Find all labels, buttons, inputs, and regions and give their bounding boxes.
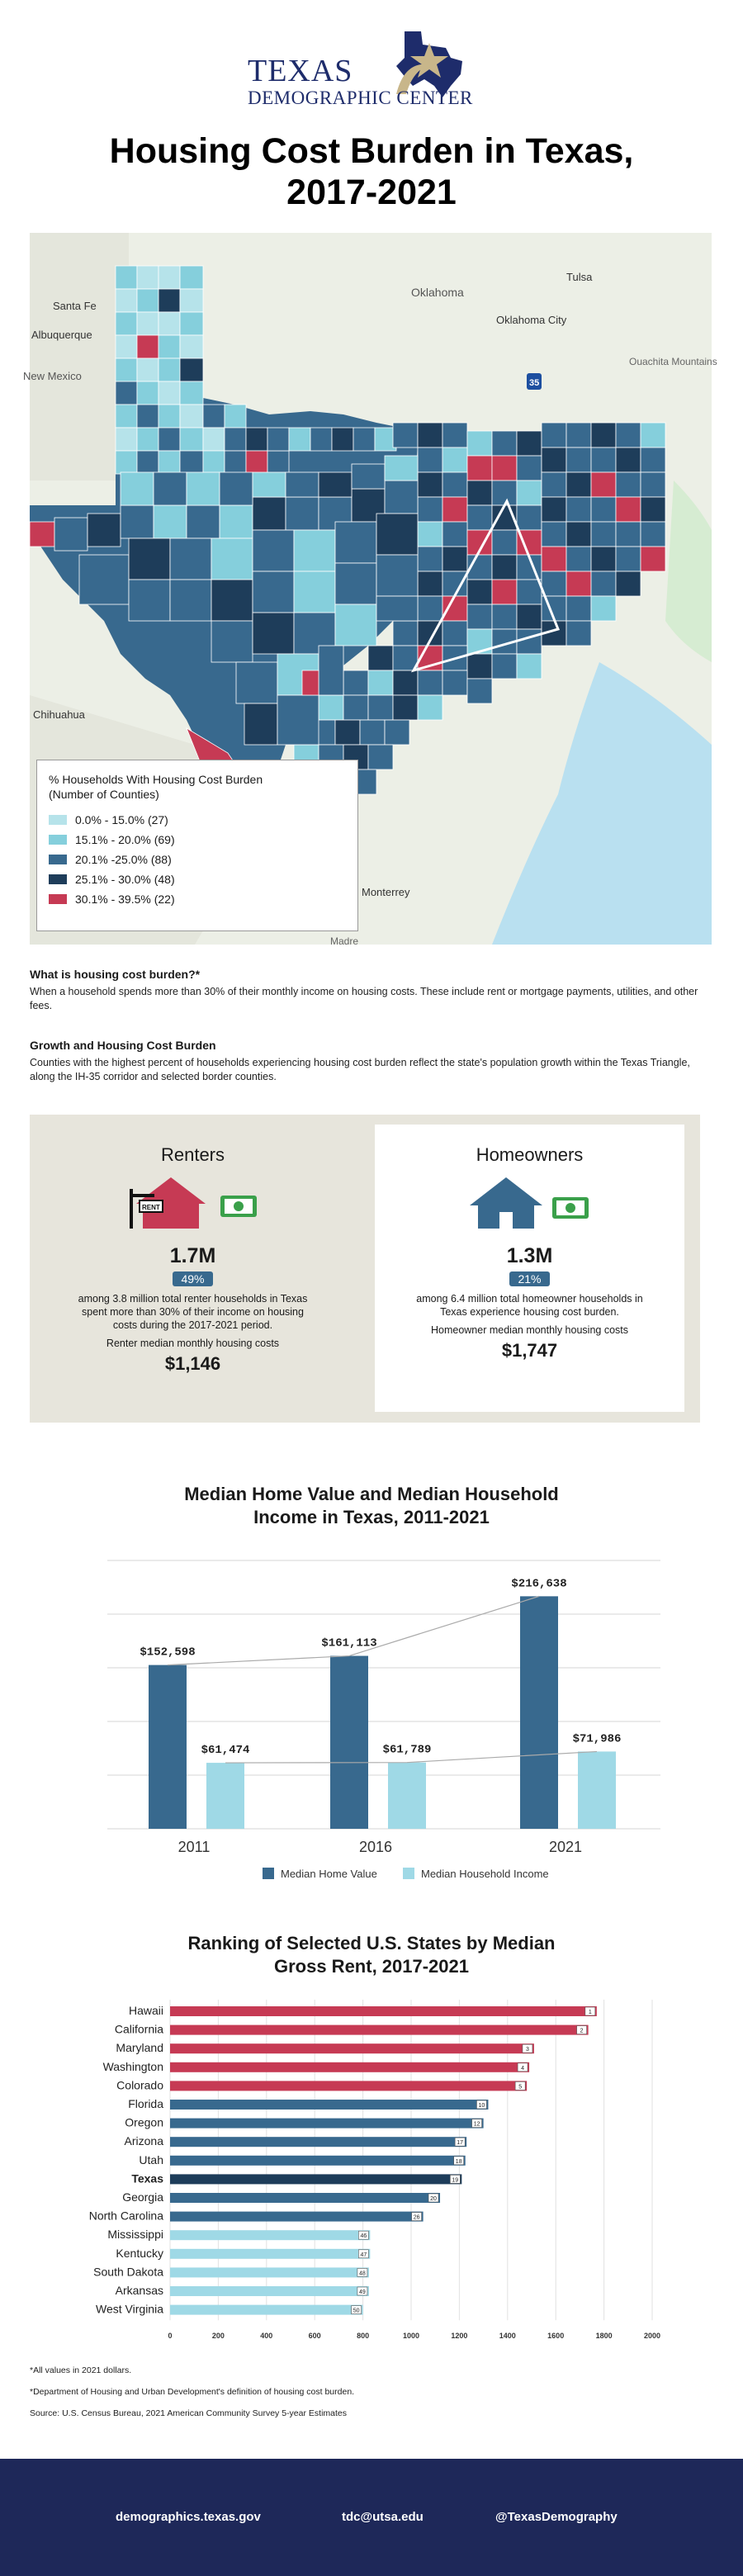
interstate-label: 35 bbox=[529, 378, 540, 388]
category-label: West Virginia bbox=[96, 2302, 163, 2316]
category-label: Hawaii bbox=[128, 2004, 163, 2017]
owners-count: 1.3M bbox=[506, 1244, 553, 1267]
map-legend bbox=[36, 760, 358, 931]
bar-rent bbox=[170, 2137, 466, 2147]
rank-label: 12 bbox=[473, 2121, 480, 2128]
category-label: Mississippi bbox=[107, 2228, 163, 2242]
rank-label: 17 bbox=[457, 2140, 464, 2147]
info-growth bbox=[30, 1039, 713, 1084]
title-line-1: Housing Cost Burden in Texas, bbox=[109, 131, 634, 171]
bar-rent bbox=[170, 2119, 484, 2129]
renters-pct: 49% bbox=[173, 1271, 212, 1286]
category-label: Maryland bbox=[116, 2041, 163, 2055]
note-source: Source: U.S. Census Bureau, 2021 American Community Survey 5-year Estimates bbox=[30, 2408, 347, 2418]
data-label: $71,986 bbox=[572, 1732, 622, 1746]
chart1-title bbox=[0, 1483, 743, 1529]
x-tick-label: 1600 bbox=[547, 2332, 565, 2341]
owners-median: $1,747 bbox=[501, 1340, 558, 1361]
legend-title-line-1: % Households With Housing Cost Burden bbox=[49, 773, 263, 786]
owners-desc: among 6.4 million total homeowner households in Texas experience housing cost burden. bbox=[416, 1293, 643, 1318]
renters-count: 1.7M bbox=[169, 1244, 216, 1267]
legend-label: 0.0% - 15.0% (27) bbox=[75, 813, 168, 826]
bar-income bbox=[388, 1763, 426, 1829]
legend-swatch bbox=[263, 1868, 274, 1879]
data-label: $216,638 bbox=[511, 1577, 567, 1591]
place-monterrey: Monterrey bbox=[362, 886, 410, 898]
renters-card bbox=[38, 1125, 348, 1412]
category-label: Texas bbox=[131, 2171, 163, 2185]
category-label: North Carolina bbox=[88, 2209, 163, 2223]
place-chihuahua: Chihuahua bbox=[33, 708, 85, 721]
renters-median-label: Renter median monthly housing costs bbox=[106, 1338, 280, 1349]
bar-home-value bbox=[149, 1665, 187, 1829]
owners-icon bbox=[460, 1174, 600, 1232]
info-text-2: Counties with the highest percent of households experiencing housing cost burden reflect the state's population growth within the Texas Triangle, along the IH-35 corridor and selected border counties. bbox=[30, 1057, 690, 1082]
title-line-2: 2017-2021 bbox=[286, 173, 457, 212]
bar-rent bbox=[170, 2081, 527, 2091]
x-tick-label: 0 bbox=[168, 2332, 173, 2341]
legend-item bbox=[49, 889, 346, 909]
bar-rent bbox=[170, 2193, 440, 2203]
chart2-title bbox=[0, 1932, 743, 1978]
legend-swatch bbox=[49, 894, 67, 904]
legend-item bbox=[49, 869, 346, 889]
category-label: Colorado bbox=[116, 2078, 163, 2092]
bar-rent bbox=[170, 2286, 369, 2296]
note-2: *Department of Housing and Urban Development's definition of housing cost burden. bbox=[30, 2387, 355, 2397]
place-ouachita: Ouachita Mountains bbox=[629, 356, 717, 367]
rank-label: 48 bbox=[359, 2271, 366, 2277]
bar-home-value bbox=[330, 1656, 368, 1829]
owners-card bbox=[375, 1125, 684, 1412]
x-tick-label: 2016 bbox=[358, 1839, 393, 1855]
x-tick-label: 1200 bbox=[451, 2332, 468, 2341]
rank-label: 3 bbox=[525, 2047, 529, 2053]
renters-desc: among 3.8 million total renter households in Texas spent more than 30% of their income on housing costs during the 2017-2021 period. bbox=[78, 1293, 308, 1331]
renters-median: $1,146 bbox=[164, 1353, 221, 1374]
rank-label: 50 bbox=[353, 2308, 360, 2314]
info-heading-1: What is housing cost burden?* bbox=[30, 968, 201, 981]
x-tick-label: 200 bbox=[211, 2332, 225, 2341]
bar-rent bbox=[170, 2025, 589, 2035]
owners-pct: 21% bbox=[509, 1271, 549, 1286]
bar-income bbox=[206, 1763, 244, 1829]
legend-label: Median Home Value bbox=[281, 1868, 377, 1880]
rank-label: 26 bbox=[413, 2214, 420, 2221]
info-burden bbox=[30, 968, 713, 1013]
x-tick-label: 1000 bbox=[402, 2332, 420, 2341]
category-label: Arkansas bbox=[115, 2284, 163, 2297]
rank-label: 10 bbox=[478, 2103, 485, 2109]
data-label: $61,474 bbox=[201, 1744, 250, 1758]
x-tick-label: 2011 bbox=[177, 1839, 211, 1855]
chart2-title-line-1: Ranking of Selected U.S. States by Median bbox=[187, 1933, 556, 1953]
rank-label: 47 bbox=[360, 2252, 367, 2258]
category-label: Florida bbox=[128, 2097, 163, 2110]
bar-rent bbox=[170, 2100, 488, 2110]
bar-rent bbox=[170, 2062, 529, 2072]
legend-swatch bbox=[49, 855, 67, 864]
rank-label: 18 bbox=[455, 2158, 462, 2165]
rank-label: 4 bbox=[521, 2065, 525, 2072]
chart1-title-line-2: Income in Texas, 2011-2021 bbox=[253, 1507, 490, 1527]
bar-income bbox=[578, 1751, 616, 1829]
renters-icon bbox=[123, 1174, 263, 1232]
owners-median-label: Homeowner median monthly housing costs bbox=[430, 1324, 628, 1336]
place-new-mexico: New Mexico bbox=[23, 370, 82, 382]
chart-home-value-income bbox=[0, 1544, 743, 1891]
category-label: Oregon bbox=[125, 2115, 163, 2129]
rank-label: 2 bbox=[580, 2028, 584, 2034]
category-label: Georgia bbox=[122, 2190, 163, 2204]
legend-item bbox=[49, 850, 346, 869]
info-text-1: When a household spends more than 30% of their monthly income on housing costs. These include rent or mortgage payments, utilities, and other fees. bbox=[30, 986, 698, 1011]
legend-title bbox=[49, 772, 346, 802]
legend-swatch bbox=[49, 874, 67, 884]
logo-text-texas: TEXAS bbox=[248, 54, 353, 88]
burden-cards bbox=[30, 1115, 700, 1423]
info-heading-2: Growth and Housing Cost Burden bbox=[30, 1039, 216, 1052]
footer-email-link[interactable]: tdc@utsa.edu bbox=[342, 2510, 424, 2524]
legend-label: 30.1% - 39.5% (22) bbox=[75, 893, 175, 906]
chart1-title-line-1: Median Home Value and Median Household bbox=[184, 1484, 559, 1504]
rank-label: 49 bbox=[359, 2290, 366, 2295]
x-tick-label: 800 bbox=[357, 2332, 370, 2341]
category-label: Arizona bbox=[124, 2134, 163, 2148]
bar-home-value bbox=[520, 1596, 558, 1829]
rank-label: 46 bbox=[360, 2233, 367, 2240]
bar-rent bbox=[170, 2249, 370, 2259]
legend-swatch bbox=[403, 1868, 414, 1879]
legend-item bbox=[49, 830, 346, 850]
bar-rent bbox=[170, 2156, 466, 2166]
owners-title: Homeowners bbox=[476, 1144, 584, 1165]
bar-rent bbox=[170, 2230, 370, 2240]
x-tick-label: 2000 bbox=[643, 2332, 661, 2341]
page-title bbox=[0, 130, 743, 213]
rent-sign-text: RENT bbox=[141, 1204, 160, 1211]
category-label: Kentucky bbox=[116, 2246, 163, 2260]
chart-gross-rent bbox=[0, 1990, 743, 2341]
legend-swatch bbox=[49, 835, 67, 845]
data-label: $61,789 bbox=[382, 1743, 432, 1757]
bar-rent bbox=[170, 2174, 461, 2184]
notes bbox=[30, 2365, 707, 2430]
legend-swatch bbox=[49, 815, 67, 825]
x-tick-label: 600 bbox=[308, 2332, 321, 2341]
door-icon bbox=[499, 1212, 513, 1229]
rank-label: 20 bbox=[430, 2196, 437, 2202]
footer-website-link[interactable]: demographics.texas.gov bbox=[116, 2510, 261, 2524]
bar-rent bbox=[170, 2305, 363, 2315]
note-1: *All values in 2021 dollars. bbox=[30, 2365, 132, 2375]
bar-rent bbox=[170, 2267, 369, 2277]
bar-rent bbox=[170, 2006, 597, 2016]
footer bbox=[0, 2459, 743, 2576]
place-albuquerque: Albuquerque bbox=[31, 329, 92, 341]
rank-label: 1 bbox=[588, 2010, 592, 2015]
footer-social-link[interactable]: @TexasDemography bbox=[495, 2510, 618, 2524]
bar-rent bbox=[170, 2043, 534, 2053]
logo-text-center: DEMOGRAPHIC CENTER bbox=[248, 88, 473, 108]
bar-rent bbox=[170, 2212, 424, 2222]
place-oklahoma: Oklahoma bbox=[411, 286, 464, 299]
place-madre: Madre bbox=[330, 935, 359, 947]
legend-label: Median Household Income bbox=[421, 1868, 549, 1880]
x-tick-label: 2021 bbox=[548, 1839, 583, 1855]
legend-label: 25.1% - 30.0% (48) bbox=[75, 873, 175, 886]
place-santa-fe: Santa Fe bbox=[53, 300, 97, 312]
renters-title: Renters bbox=[160, 1144, 225, 1165]
rank-label: 19 bbox=[452, 2177, 459, 2184]
category-label: Utah bbox=[139, 2152, 163, 2166]
rank-label: 5 bbox=[518, 2084, 523, 2091]
x-tick-label: 1800 bbox=[595, 2332, 613, 2341]
legend-label: 20.1% -25.0% (88) bbox=[75, 853, 172, 866]
legend-label: 15.1% - 20.0% (69) bbox=[75, 833, 175, 846]
legend-title-line-2: (Number of Counties) bbox=[49, 788, 159, 801]
x-tick-label: 1400 bbox=[499, 2332, 516, 2341]
place-oklahoma-city: Oklahoma City bbox=[496, 314, 567, 326]
data-label: $161,113 bbox=[321, 1636, 377, 1650]
chart2-title-line-2: Gross Rent, 2017-2021 bbox=[273, 1956, 470, 1977]
x-tick-label: 400 bbox=[260, 2332, 273, 2341]
place-tulsa: Tulsa bbox=[566, 271, 593, 283]
data-label: $152,598 bbox=[140, 1646, 196, 1660]
logo bbox=[248, 28, 495, 111]
category-label: Washington bbox=[102, 2059, 163, 2073]
category-label: South Dakota bbox=[93, 2265, 163, 2279]
trend-line bbox=[168, 1596, 539, 1664]
legend-item bbox=[49, 810, 346, 830]
category-label: California bbox=[114, 2022, 163, 2036]
